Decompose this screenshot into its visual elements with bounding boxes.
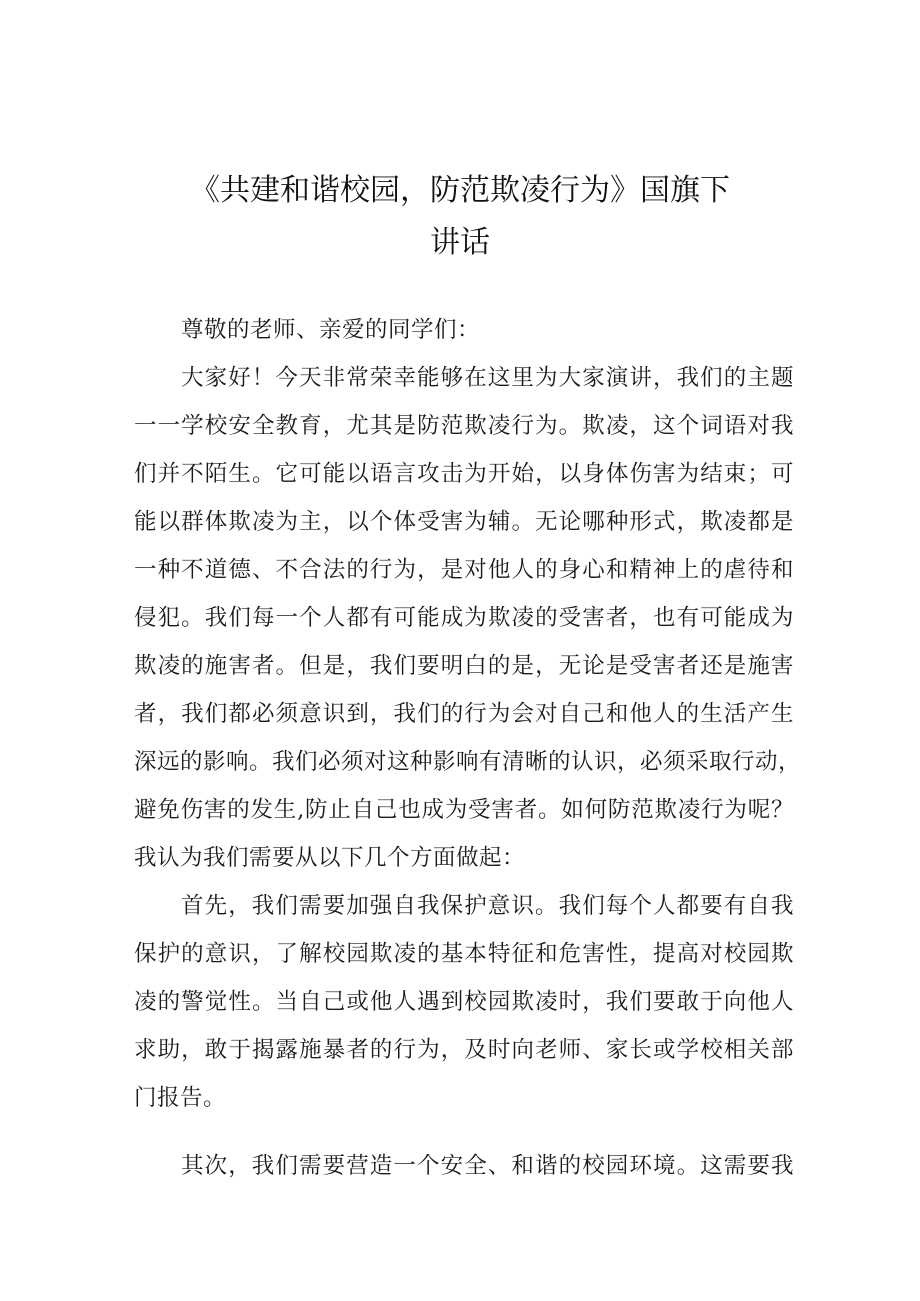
paragraph-2-line: 门报告。 [134,1085,227,1111]
paragraph-3-line: 其次，我们需要营造一个安全、和谐的校园环境。这需要我 [181,1153,794,1179]
paragraph-2-line: 保护的意识，了解校园欺凌的基本特征和危害性，提高对校园欺 [134,941,794,967]
paragraph-1-line: 一一学校安全教育，尤其是防范欺凌行为。欺凌，这个词语对我 [134,413,794,439]
paragraph-1-line: 一种不道德、不合法的行为，是对他人的身心和精神上的虐待和 [134,557,794,583]
paragraph-2-line: 求助，敢于揭露施暴者的行为，及时向老师、家长或学校相关部 [134,1037,794,1063]
document-title-line-1: 《共建和谐校园，防范欺凌行为》国旗下 [190,173,730,208]
paragraph-1-line: 深远的影响。我们必须对这种影响有清晰的认识，必须采取行动， [134,749,802,775]
greeting: 尊敬的老师、亲爱的同学们： [181,317,481,343]
paragraph-1-line: 侵犯。我们每一个人都有可能成为欺凌的受害者，也有可能成为 [134,605,794,631]
paragraph-2-line: 凌的警觉性。当自己或他人遇到校园欺凌时，我们要敢于向他人 [134,989,794,1015]
paragraph-1-line: 大家好！今天非常荣幸能够在这里为大家演讲，我们的主题 [181,365,794,391]
document-title-line-2: 讲话 [430,225,490,260]
paragraph-1-line: 我认为我们需要从以下几个方面做起： [134,845,526,871]
paragraph-2-line: 首先，我们需要加强自我保护意识。我们每个人都要有自我 [181,893,794,919]
paragraph-1-line: 者，我们都必须意识到，我们的行为会对自己和他人的生活产生 [134,701,794,727]
paragraph-1-line: 能以群体欺凌为主，以个体受害为辅。无论哪种形式，欺凌都是 [134,509,794,535]
paragraph-1-line: 们并不陌生。它可能以语言攻击为开始，以身体伤害为结束；可 [134,461,794,487]
paragraph-1-line: 避免伤害的发生,防止自己也成为受害者。如何防范欺凌行为呢？ [134,797,794,823]
paragraph-1-line: 欺凌的施害者。但是，我们要明白的是，无论是受害者还是施害 [134,653,794,679]
